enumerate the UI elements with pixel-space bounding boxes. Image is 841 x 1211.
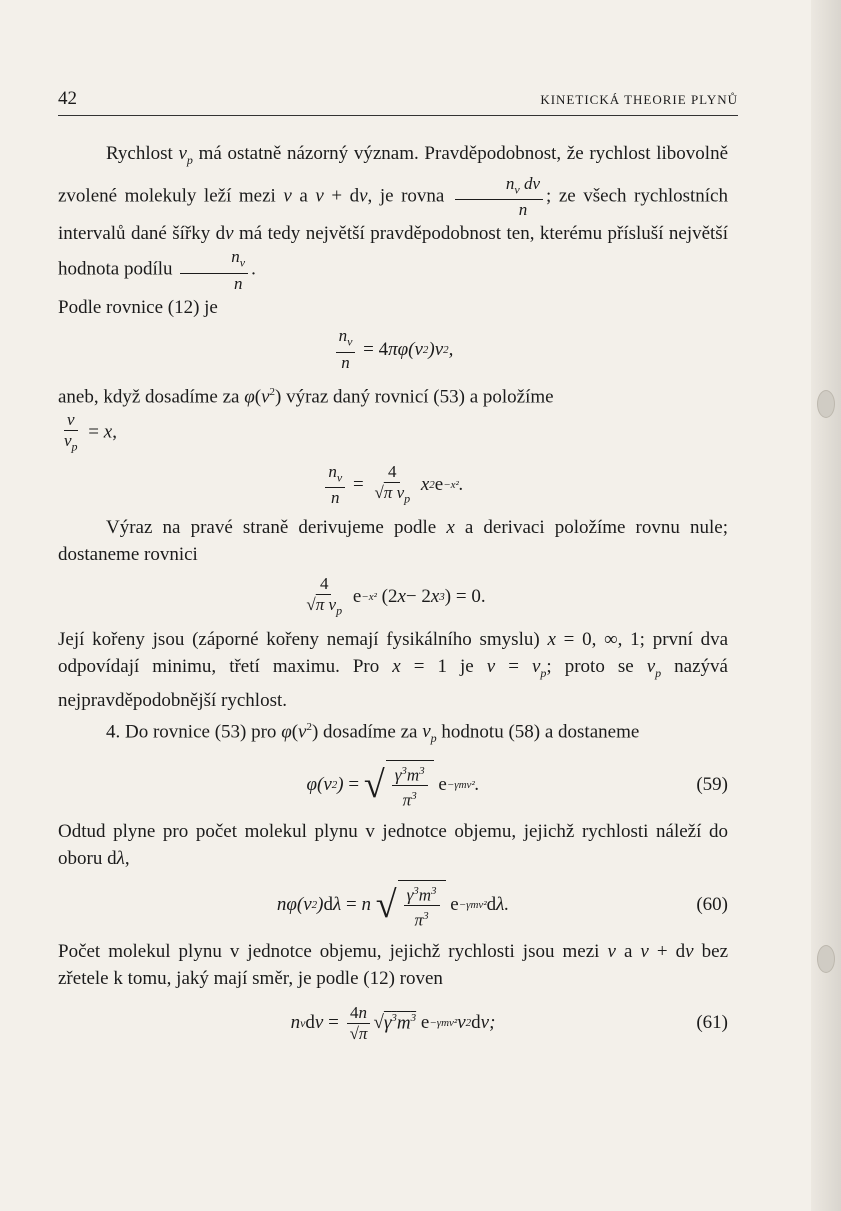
paragraph-2: Podle rovnice (12) je [58, 296, 218, 318]
paragraph-7: Odtud plyne pro počet molekul plynu v jednotce objemu, jejichž rychlosti náleží do oboru dλ, [58, 821, 728, 870]
equation-61: n v d v = $\frac{4n}{√\pi}$ √ $\gamma^3m^3$ e −γmv² v 2 d v; (61) [290, 1002, 728, 1043]
equation-b: $\frac{n_v}{n}$ = $\frac{4}{√\pi v_p}$ x 2 e −x² . [58, 456, 728, 514]
page-header [58, 88, 738, 112]
fraction-nv-over-n: $\frac{n_v}{n}$ [180, 247, 248, 293]
paragraph-8: Počet molekul plynu v jednotce objemu, jejichž rychlosti jsou mezi v a v + dv bez zřetele k tomu, jaký mají směr, je podle (12) roven [58, 941, 728, 990]
paragraph-3: aneb, když dosadíme za $\varphi(v^2)$ výraz daný rovnicí (53) a položíme [58, 385, 554, 407]
equation-c: $\frac{4}{√\pi v_p}$ e −x² (2 x − 2 x 3 ) = 0. [306, 574, 486, 618]
paragraph-6: 4. Do rovnice (53) pro $\varphi(v^2)$ dosadíme za $v_p$ hodnotu (58) a dostaneme [106, 721, 640, 746]
header-rule [58, 115, 738, 116]
equation-number-60: (60) [696, 894, 728, 916]
paragraph-3-eq: $\frac{v}{v_p}$ = x, [64, 409, 117, 454]
equation-number-59: (59) [696, 774, 728, 796]
page-body [58, 140, 728, 1054]
equation-60: nφ(v 2 ) d λ = n √ $\frac{\gamma^3m^3}{\pi^3}$ e −γmv² d λ. (60) [58, 872, 728, 938]
equation-a: $\frac{n_v}{n}$ = 4 πφ(v 2 )v 2 , [58, 321, 728, 379]
running-title: KINETICKÁ THEORIE PLYNŮ [540, 92, 738, 107]
paragraph-4: Výraz na pravé straně derivujeme podle x a derivaci položíme rovnu nule; dostaneme rovnici [58, 517, 728, 566]
paragraph-1: Rychlost $v_p$ má ostatně názorný význam. Pravděpodobnost, že rychlost libovolně zvolené molekuly leží mezi v a v + dv, je rovna $\frac{n_v dv}{n}$ ; ze všech rychlostních intervalů dané šířky dv má tedy největší pravděpodobnost ten, kterému přísluší největší hodnota podílu $\frac{n_v}{n}$ . [58, 143, 729, 293]
equation-59: φ(v 2 ) = √ $\frac{\gamma^3m^3}{\pi^3}$ e −γmv² . (59) [58, 752, 728, 818]
binding-hole [817, 390, 835, 418]
page-edge [811, 0, 841, 1211]
equation-number-61: (61) [696, 1012, 728, 1034]
fraction-nv-dv-over-n: $\frac{n_v dv}{n}$ [455, 174, 543, 220]
binding-hole [817, 945, 835, 973]
page-number: 42 [58, 88, 77, 109]
paragraph-5: Její kořeny jsou (záporné kořeny nemají fysikálního smyslu) x = 0, ∞, 1; první dva odpovídají minimu, třetí maximu. Pro x = 1 je $v = v_p$; proto se $v_p$ nazývá nejpravděpodobnější rychlost. [58, 629, 729, 712]
